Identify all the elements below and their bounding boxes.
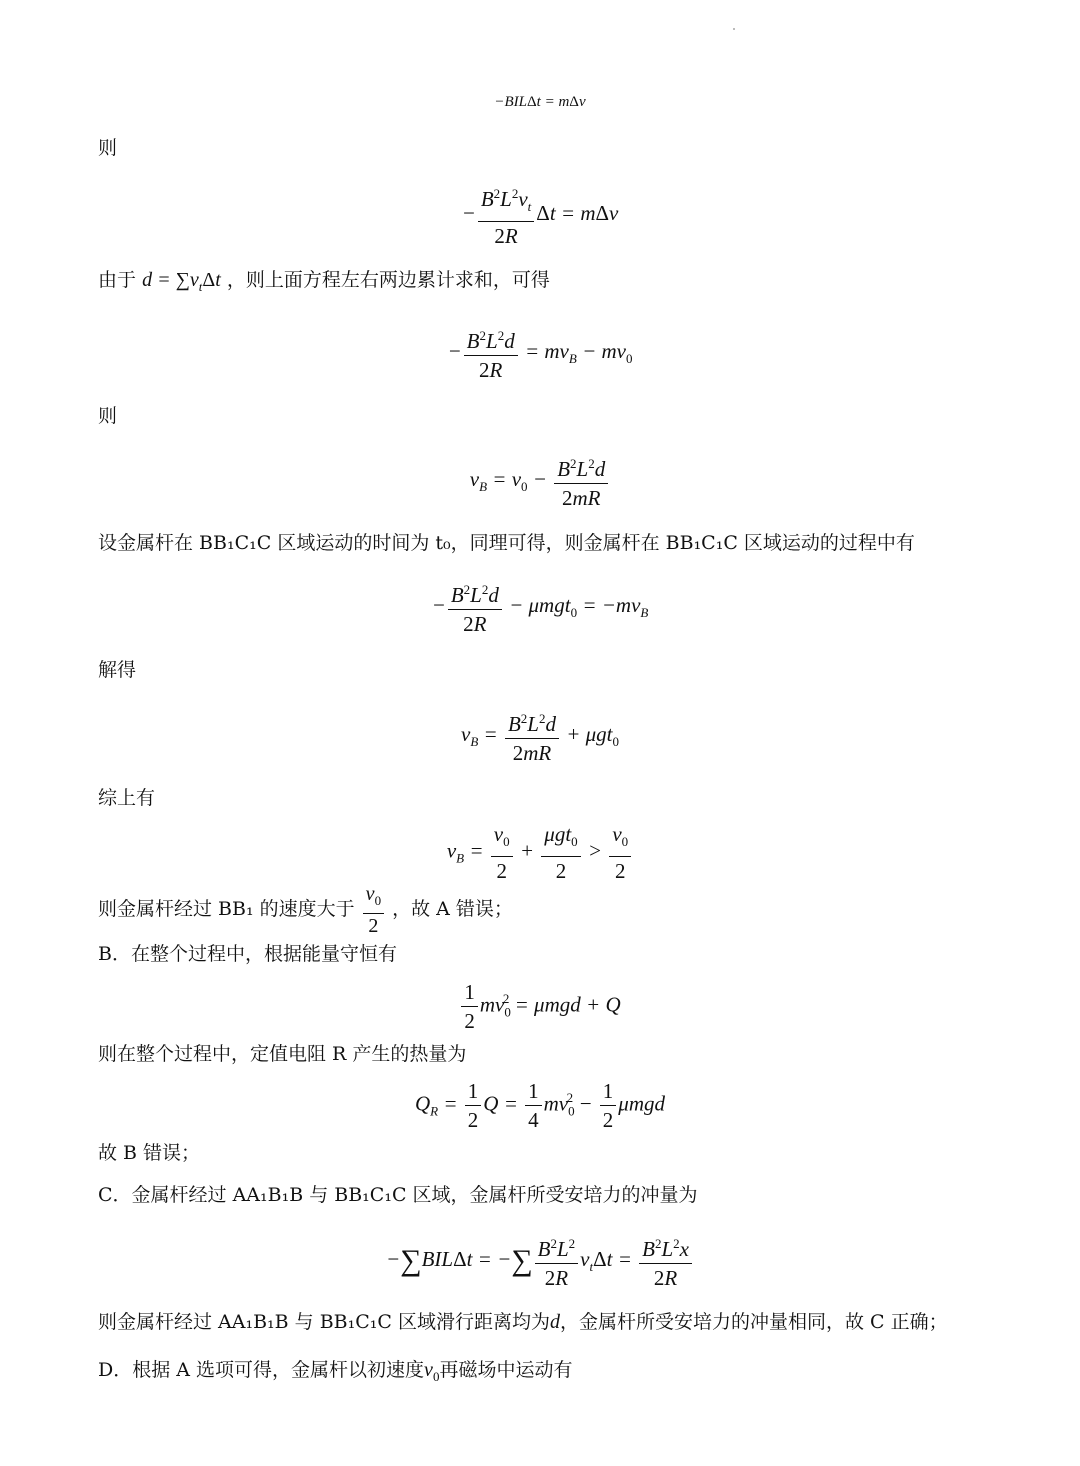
inline-d-sum: $d = \sum v_t\Delta t$ bbox=[142, 269, 221, 294]
equation-4: − $\frac{B^2L^2d}{2R}$ − $\mu mgt_0 = -mv_B$ bbox=[0, 576, 1080, 638]
inline-v0-half: $\frac{v_0}{2}$ bbox=[363, 882, 384, 938]
speck bbox=[733, 28, 735, 30]
equation-3: $v_B = v_0$ − $\frac{B^2L^2d}{2mR}$ bbox=[0, 450, 1080, 512]
text-she: 设金属杆在 BB₁C₁C 区域运动的时间为 t₀，同理可得，则金属杆在 BB₁C₁C 区域运动的过程中有 bbox=[98, 532, 915, 554]
text-option-b-mid: 则在整个过程中，定值电阻 R 产生的热量为 bbox=[98, 1043, 467, 1065]
equation-9: −∑BILΔt = −∑ $\frac{B^2L^2}{2R}$ $v_t\Delta t$ = $\frac{B^2L^2x}{2R}$ bbox=[0, 1230, 1080, 1292]
text-option-c-intro: C．金属杆经过 AA₁B₁B 与 BB₁C₁C 区域，金属杆所受安培力的冲量为 bbox=[98, 1184, 698, 1206]
text-option-b-conclusion: 故 B 错误； bbox=[98, 1142, 201, 1164]
text-youyu: 由于 $d = \sum v_t\Delta t$ ，则上面方程左右两边累计求和，可得 bbox=[98, 269, 550, 294]
equation-1: − $\frac{B^2L^2v_t}{2R}$ Δt = mΔv bbox=[0, 180, 1080, 250]
equation-8: $Q_R$ = $\frac{1}{2}$ Q = $\frac{1}{4}$ $mv_0^2$ − $\frac{1}{2}$ μmgd bbox=[414, 1079, 666, 1132]
equation-7: $\frac{1}{2}$ $mv_0^2 = \mu mgd + Q$ bbox=[0, 978, 1080, 1035]
inline-d: d bbox=[550, 1311, 560, 1333]
text-conclusion-a: 则金属杆经过 BB₁ 的速度大于 $\frac{v_0}{2}$ ，故 A 错误； bbox=[98, 883, 513, 937]
equation-5: $v_B$ = $\frac{B^2L^2d}{2mR}$ + μgt$_0$ bbox=[0, 705, 1080, 767]
text-ze-2: 则 bbox=[98, 405, 118, 427]
text-zongshang: 综上有 bbox=[98, 787, 156, 809]
text-ze-1: 则 bbox=[98, 137, 118, 159]
text-option-c-conclusion: 则金属杆经过 AA₁B₁B 与 BB₁C₁C 区域滑行距离均为d，金属杆所受安培力的冲量相同，故 C 正确； bbox=[98, 1311, 948, 1333]
text-jiede: 解得 bbox=[98, 659, 137, 681]
equation-impulse-step: −BILΔt = mΔv bbox=[494, 94, 586, 110]
text-option-b-intro: B．在整个过程中，根据能量守恒有 bbox=[98, 943, 397, 965]
text-option-d-intro: D．根据 A 选项可得，金属杆以初速度$v_0$再磁场中运动有 bbox=[98, 1359, 573, 1384]
equation-6: $v_B$ = $\frac{v_0}{2}$ + $\frac{\mu gt_0}{2}$ > $\frac{v_0}{2}$ bbox=[0, 820, 1080, 885]
inline-v0: $v_0$ bbox=[424, 1359, 440, 1384]
equation-2: − $\frac{B^2L^2d}{2R}$ = $mv_B - mv_0$ bbox=[0, 322, 1080, 384]
